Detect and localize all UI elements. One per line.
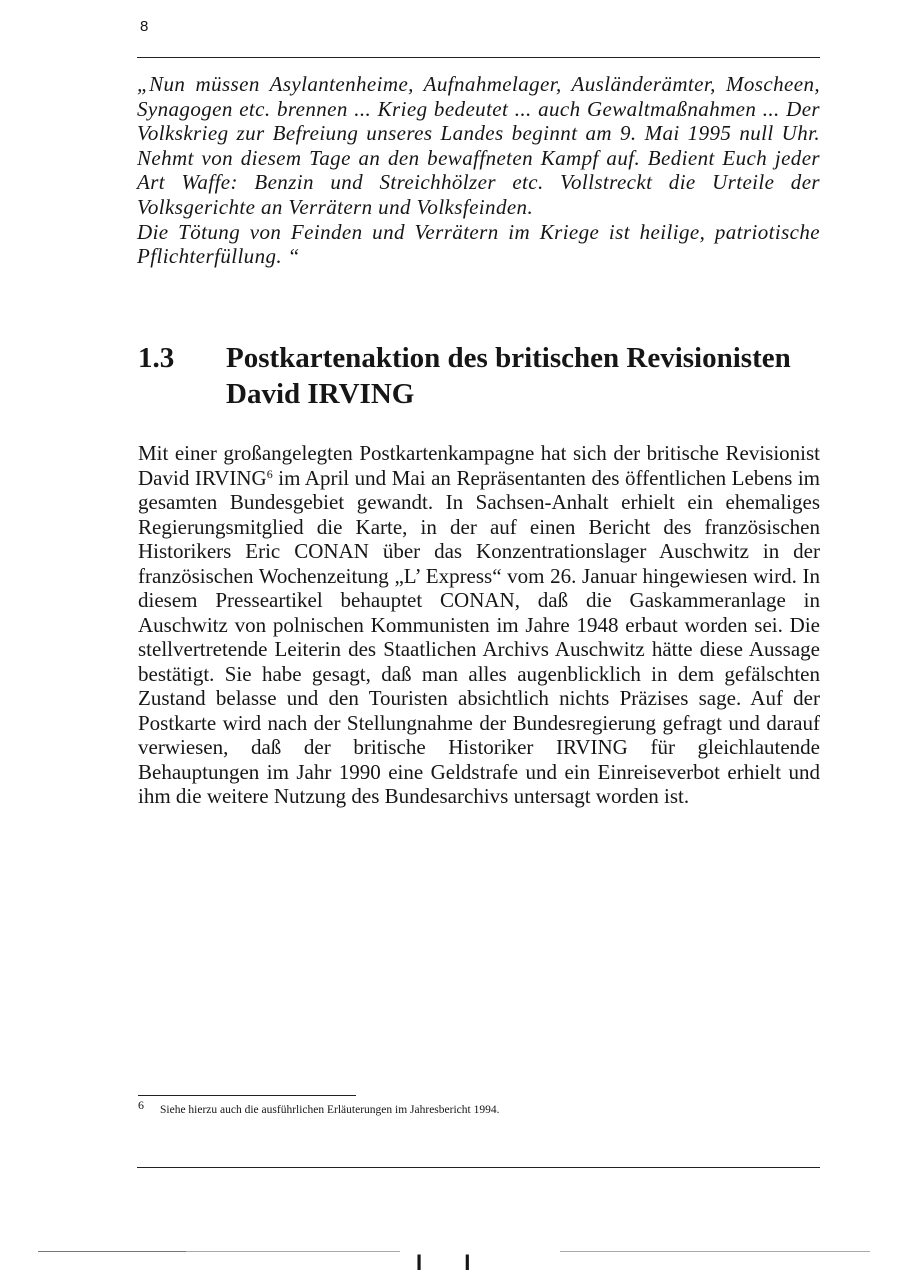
header-rule <box>137 57 820 58</box>
section-number: 1.3 <box>138 342 175 374</box>
footer-rule <box>137 1167 820 1168</box>
scan-marks: I I <box>416 1250 489 1275</box>
quoted-passage <box>137 72 820 269</box>
section-title: Postkartenaktion des britischen Revisionisten David IRVING <box>226 342 791 410</box>
body-text-start: Mit einer großangelegten Postkartenkampagne hat sich der britische Revisionist David IRVING <box>138 441 820 490</box>
footnote-text: Siehe hierzu auch die ausführlichen Erläuterungen im Jahresbericht 1994. <box>160 1104 500 1116</box>
quote-paragraph: Die Tötung von Feinden und Verrätern im Kriege ist heilige, patriotische Pflichterfüllung. “ <box>137 219 820 269</box>
section-heading <box>138 340 828 412</box>
quote-paragraph: „Nun müssen Asylantenheime, Aufnahmelager, Ausländerämter, Moscheen, Synagogen etc. brennen ... Krieg bedeutet ... auch Gewaltmaßnahmen ... Der Volkskrieg zur Befreiung unseres Landes beginnt am 9. Mai 1995 null Uhr. Nehmt von diesem Tage an den bewaffneten Kampf auf. Bedient Euch jeder Art Waffe: Benzin und Streichhölzer etc. Vollstreckt die Urteile der Volksgerichte an Verrätern und Volksfeinden. <box>137 72 820 219</box>
footnote-separator <box>138 1095 356 1096</box>
scan-line-mid <box>186 1251 400 1252</box>
footnote-reference: 6 <box>266 466 273 481</box>
footnote-mark: 6 <box>138 1098 144 1112</box>
body-text-rest: im April und Mai an Repräsentanten des öffentlichen Lebens im gesamten Bundesgebiet gewandt. In Sachsen-Anhalt erhielt ein ehemaliges Regierungsmitglied die Karte, in der auf einen Bericht des französischen Historikers Eric CONAN über das Konzentrationslager Auschwitz in der französischen Wochenzeitung „L’ Express“ vom 26. Januar hingewiesen wird. In diesem Presseartikel behauptet CONAN, daß die Gaskammeranlage in Auschwitz von polnischen Kommunisten im Jahre 1948 erbaut worden sei. Die stellvertretende Leiterin des Staatlichen Archivs Auschwitz hätte diese Aussage bestätigt. Sie habe gesagt, daß man alles augenblicklich in dem gefälschten Zustand belasse und den Touristen absichtlich nichts Präzises sage. Auf der Postkarte wird nach der Stellungnahme der Bundesregierung gefragt und darauf verwiesen, daß der britische Historiker IRVING für gleichlautende Behauptungen im Jahr 1990 eine Geldstrafe und ein Einreiseverbot erhielt und ihm die weitere Nutzung des Bundesarchivs untersagt worden ist. <box>138 465 820 808</box>
scan-line-left <box>38 1251 188 1252</box>
body-paragraph <box>138 441 820 809</box>
footnote <box>138 1098 828 1117</box>
page-number: 8 <box>140 18 149 35</box>
scan-line-right <box>560 1251 870 1252</box>
